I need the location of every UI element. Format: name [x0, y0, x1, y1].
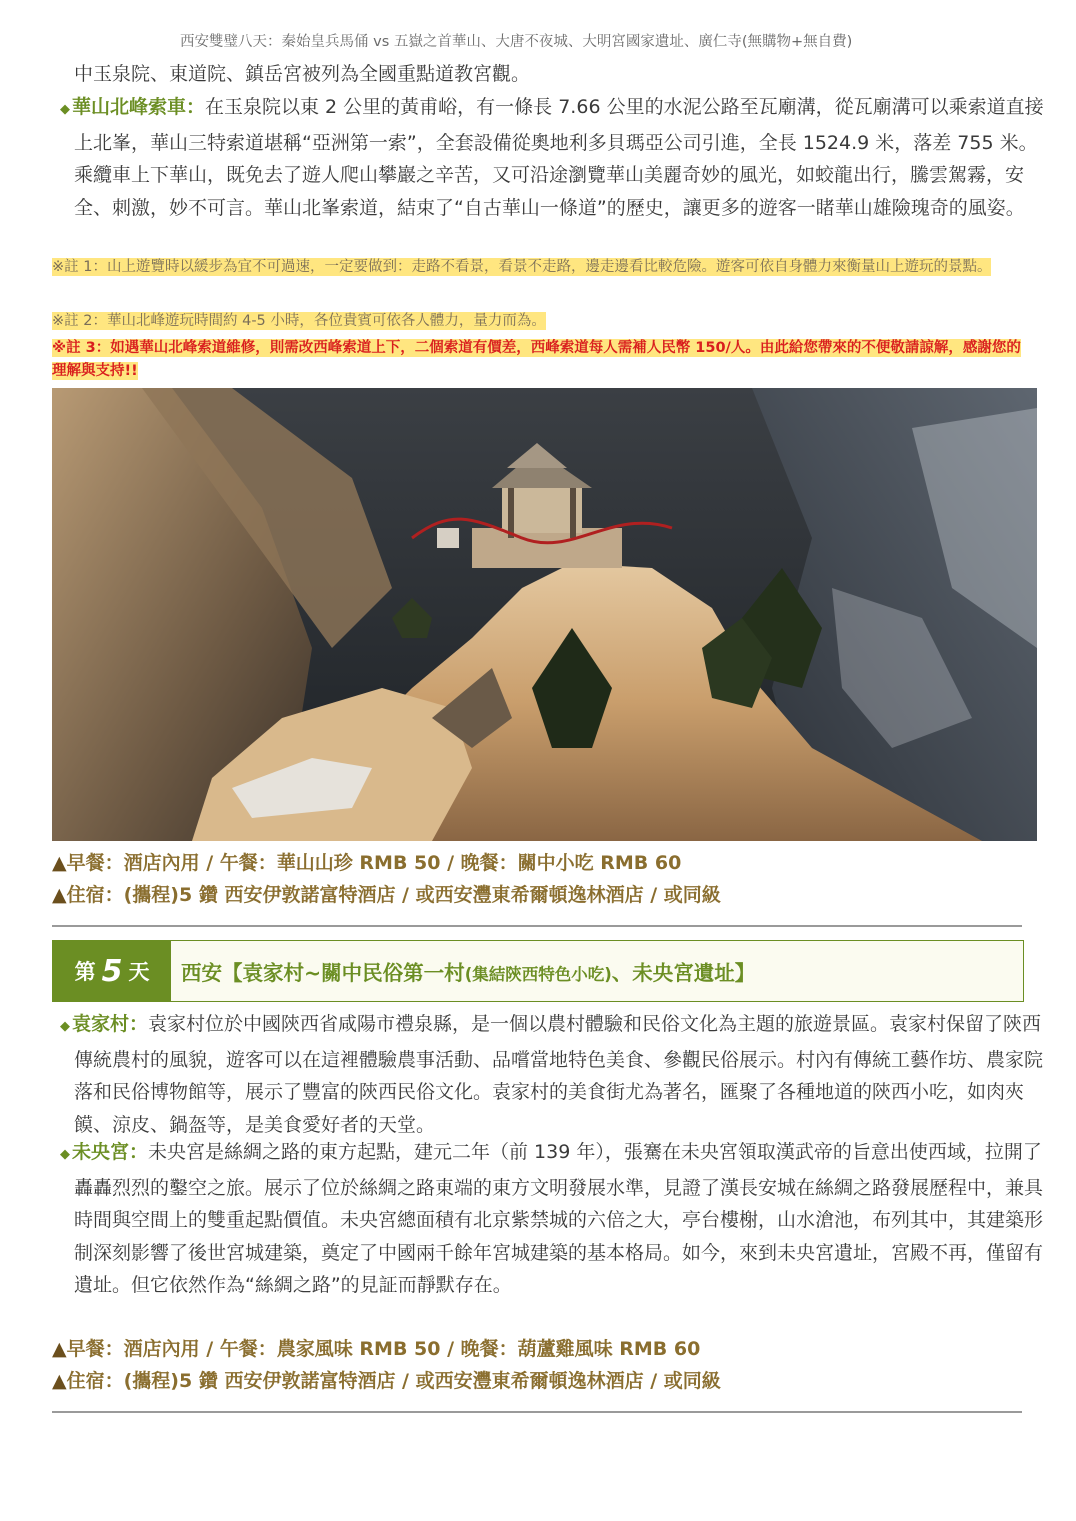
yuanjia-title: 袁家村：	[72, 1013, 149, 1035]
note-2: ※註 2：華山北峰遊玩時間約 4-5 小時，各位貴賓可依各人體力，量力而為。	[52, 313, 546, 329]
day-number-badge: 第 5 天	[53, 941, 171, 1001]
day4-meals: ▲早餐：酒店內用 / 午餐：華山山珍 RMB 50 / 晚餐：關中小吃 RMB 60	[52, 852, 682, 874]
bullet-diamond-icon: ◆	[60, 1019, 70, 1034]
triangle-icon: ▲	[52, 884, 67, 906]
bullet-diamond-icon: ◆	[60, 1147, 70, 1162]
weiyang-section	[52, 1136, 1054, 1302]
triangle-icon: ▲	[52, 852, 67, 874]
cable-car-section	[52, 91, 1054, 224]
mountain-illustration	[52, 388, 1037, 841]
weiyang-text: 未央宮是絲綢之路的東方起點，建元二年（前 139 年），張騫在未央宮領取漢武帝的旨意出使西域，拉開了轟轟烈烈的鑿空之旅。展示了位於絲綢之路東端的東方文明發展水準，見證了漢長安城在絲綢之路發展歷程中，兼具時間與空間上的雙重起點價值。未央宮總面積有北京紫禁城的六倍之大，亭台樓榭，山水滄池，布列其中，其建築形制深刻影響了後世宮城建築，奠定了中國兩千餘年宮城建築的基本格局。如今，來到未央宮遺址，宮殿不再，僅留有遺址。但它依然作為“絲綢之路”的見証而靜默存在。	[74, 1141, 1044, 1296]
cable-car-title: 華山北峰索車：	[72, 96, 206, 118]
section-divider	[52, 925, 1022, 927]
day5-hotel: ▲住宿：(攜程)5 鑽 西安伊敦諾富特酒店 / 或西安灃東希爾頓逸林酒店 / 或同級	[52, 1370, 721, 1392]
note-3: ※註 3：如遇華山北峰索道維修，則需改西峰索道上下，二個索道有價差，西峰索道每人需補人民幣 150/人。由此給您帶來的不便敬請諒解，感謝您的理解與支持!!	[52, 340, 1021, 379]
triangle-icon: ▲	[52, 1338, 67, 1360]
yuanjia-text: 袁家村位於中國陝西省咸陽市禮泉縣，是一個以農村體驗和民俗文化為主題的旅遊景區。袁家村保留了陝西傳統農村的風貌，遊客可以在這裡體驗農事活動、品嚐當地特色美食、參觀民俗展示。村內有傳統工藝作坊、農家院落和民俗博物館等，展示了豐富的陝西民俗文化。袁家村的美食街尤為著名，匯聚了各種地道的陝西小吃，如肉夾饃、涼皮、鍋盔等，是美食愛好者的天堂。	[74, 1013, 1044, 1136]
huashan-pavilion-photo	[52, 388, 1037, 841]
day4-hotel: ▲住宿：(攜程)5 鑽 西安伊敦諾富特酒店 / 或西安灃東希爾頓逸林酒店 / 或同級	[52, 884, 721, 906]
yuanjia-section	[52, 1008, 1054, 1141]
intro-line: 中玉泉院、東道院、鎮岳宮被列為全國重點道教宮觀。	[74, 63, 531, 85]
triangle-icon: ▲	[52, 1370, 67, 1392]
page-header: 西安雙璧八天：秦始皇兵馬俑 vs 五嶽之首華山、大唐不夜城、大明宮國家遺址、廣仁寺(無購物+無自費)	[180, 34, 853, 50]
weiyang-title: 未央宮：	[72, 1141, 149, 1163]
cable-car-text: 在玉泉院以東 2 公里的黃甫峪，有一條長 7.66 公里的水泥公路至瓦廟溝，從瓦廟溝可以乘索道直接上北峯，華山三特索道堪稱“亞洲第一索”，全套設備從奧地利多貝瑪亞公司引進，全長 1524.9 米，落差 755 米。乘纜車上下華山，既免去了遊人爬山攀巖之辛苦，又可沿途瀏覽華山美麗奇妙的風光，如蛟龍出行，騰雲駕霧，安全、刺激，妙不可言。華山北峯索道，結束了“自古華山一條道”的歷史，讓更多的遊客一睹華山雄險瑰奇的風姿。	[74, 96, 1044, 219]
day5-title: 西安【袁家村~關中民俗第一村(集結陝西特色小吃)、未央宮遺址】	[181, 961, 756, 985]
day5-header-bar	[52, 940, 1024, 1002]
note-1: ※註 1：山上遊覽時以緩步為宜不可過速，一定要做到：走路不看景，看景不走路，邊走邊看比較危險。遊客可依自身體力來衡量山上遊玩的景點。	[52, 259, 992, 275]
bullet-diamond-icon: ◆	[60, 102, 70, 117]
day5-meals: ▲早餐：酒店內用 / 午餐：農家風味 RMB 50 / 晚餐：葫蘆雞風味 RMB 60	[52, 1338, 701, 1360]
section-divider	[52, 1411, 1022, 1413]
